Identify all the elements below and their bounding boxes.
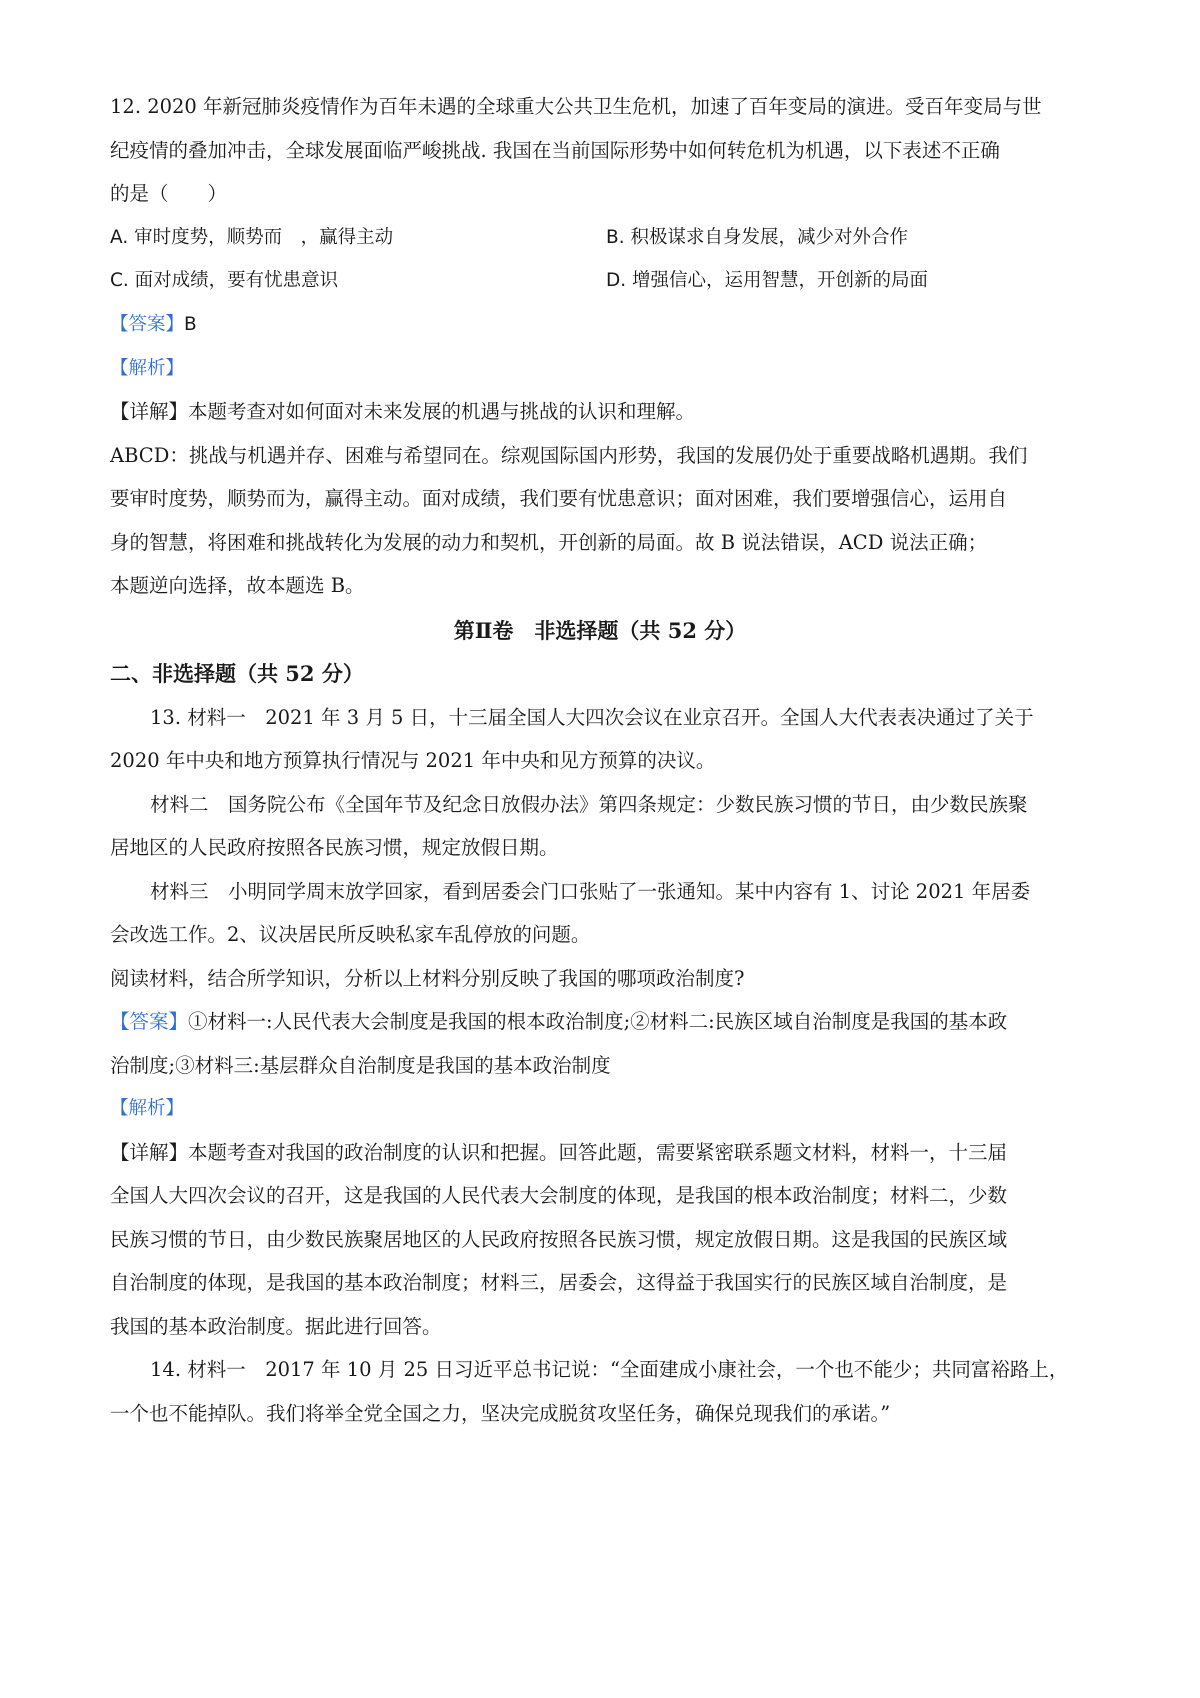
- analysis-tag: 【解析】: [110, 1098, 185, 1119]
- detail-tag: 【详解】: [110, 400, 189, 423]
- q13-detail-line-3: 民族习惯的节日，由少数民族聚居地区的人民政府按照各民族习惯，规定放假日期。这是我国的民族区域: [110, 1228, 1008, 1251]
- detail-text: 本题考查对如何面对未来发展的机遇与挑战的认识和理解。: [188, 400, 696, 423]
- detail-tag: 【详解】: [110, 1141, 189, 1164]
- q12-detail-line-1: [110, 396, 1105, 428]
- q13-detail-line-2: 全国人大四次会议的召开，这是我国的人民代表大会制度的体现，是我国的根本政治制度；材料二，少数: [110, 1184, 1008, 1207]
- q12-option-d: D. 增强信心，运用智慧，开创新的局面: [606, 270, 929, 291]
- answer-text: ①材料一:人民代表大会制度是我国的根本政治制度;②材料二:民族区域自治制度是我国的基本政: [188, 1010, 1008, 1033]
- q12-answer-line: [110, 309, 1105, 341]
- q13-detail-line-1: [110, 1137, 1105, 1169]
- detail-text: 本题考查对我国的政治制度的认识和把握。回答此题，需要紧密联系题文材料，材料一，十三届: [188, 1141, 1008, 1164]
- analysis-tag: 【解析】: [110, 358, 185, 379]
- q13-answer-line-2: 治制度;③材料三:基层群众自治制度是我国的基本政治制度: [110, 1054, 611, 1077]
- q13-question: 阅读材料，结合所学知识，分析以上材料分别反映了我国的哪项政治制度?: [110, 967, 745, 990]
- q14-material-1-line-2: 一个也不能掉队。我们将举全党全国之力，坚决完成脱贫攻坚任务，确保兑现我们的承诺。”: [110, 1402, 891, 1425]
- q12-analysis-line: [110, 353, 1105, 385]
- answer-value: B: [184, 314, 197, 335]
- part-2-title: 第Ⅱ卷 非选择题（共 52 分）: [453, 618, 747, 643]
- q13-material-1-line-1: 13. 材料一 2021 年 3 月 5 日，十三届全国人大四次会议在业京召开。全国人大代表表决通过了关于: [150, 706, 1034, 729]
- q13-material-1-line-2: 2020 年中央和地方预算执行情况与 2021 年中央和见方预算的决议。: [110, 749, 716, 772]
- q13-material-2-line-2: 居地区的人民政府按照各民族习惯，规定放假日期。: [110, 836, 559, 859]
- q12-option-c: C. 面对成绩，要有忧患意识: [110, 270, 339, 291]
- q12-detail-line-3: 要审时度势，顺势而为，赢得主动。面对成绩，我们要有忧患意识；面对困难，我们要增强信心，运用自: [110, 487, 1008, 510]
- q13-material-3-line-1: 材料三 小明同学周末放学回家，看到居委会门口张贴了一张通知。某中内容有 1、讨论 2021 年居委: [150, 880, 1031, 903]
- q12-detail-line-4: 身的智慧，将困难和挑战转化为发展的动力和契机，开创新的局面。故 B 说法错误，ACD 说法正确；: [110, 531, 988, 554]
- section-2-heading: 二、非选择题（共 52 分）: [110, 661, 364, 686]
- q13-analysis-line: [110, 1093, 1105, 1125]
- q12-stem-line-2: 纪疫情的叠加冲击，全球发展面临严峻挑战. 我国在当前国际形势中如何转危机为机遇，以下表述不正确: [110, 139, 1000, 162]
- q12-detail-line-5: 本题逆向选择，故本题选 B。: [110, 574, 365, 597]
- q13-answer-line-1: [110, 1006, 1105, 1038]
- q12-option-b: B. 积极谋求自身发展，减少对外合作: [606, 227, 908, 248]
- q13-detail-line-4: 自治制度的体现，是我国的基本政治制度；材料三，居委会，这得益于我国实行的民族区域自治制度，是: [110, 1271, 1008, 1294]
- q14-material-1-line-1: 14. 材料一 2017 年 10 月 25 日习近平总书记说：“全面建成小康社会，一个也不能少；共同富裕路上，: [150, 1358, 1069, 1381]
- answer-tag: 【答案】: [110, 1010, 189, 1033]
- answer-tag: 【答案】: [110, 314, 185, 335]
- q12-stem-line-3: 的是（ ）: [110, 182, 228, 205]
- q12-detail-line-2: ABCD：挑战与机遇并存、困难与希望同在。综观国际国内形势，我国的发展仍处于重要战略机遇期。我们: [110, 444, 1028, 467]
- q12-stem-line-1: 12. 2020 年新冠肺炎疫情作为百年未遇的全球重大公共卫生危机，加速了百年变局的演进。受百年变局与世: [110, 95, 1042, 118]
- q13-material-3-line-2: 会改选工作。2、议决居民所反映私家车乱停放的问题。: [110, 923, 591, 946]
- q13-detail-line-5: 我国的基本政治制度。据此进行回答。: [110, 1315, 442, 1338]
- q13-material-2-line-1: 材料二 国务院公布《全国年节及纪念日放假办法》第四条规定：少数民族习惯的节日，由少数民族聚: [150, 793, 1028, 816]
- q12-option-a: A. 审时度势，顺势而 ，赢得主动: [110, 227, 394, 248]
